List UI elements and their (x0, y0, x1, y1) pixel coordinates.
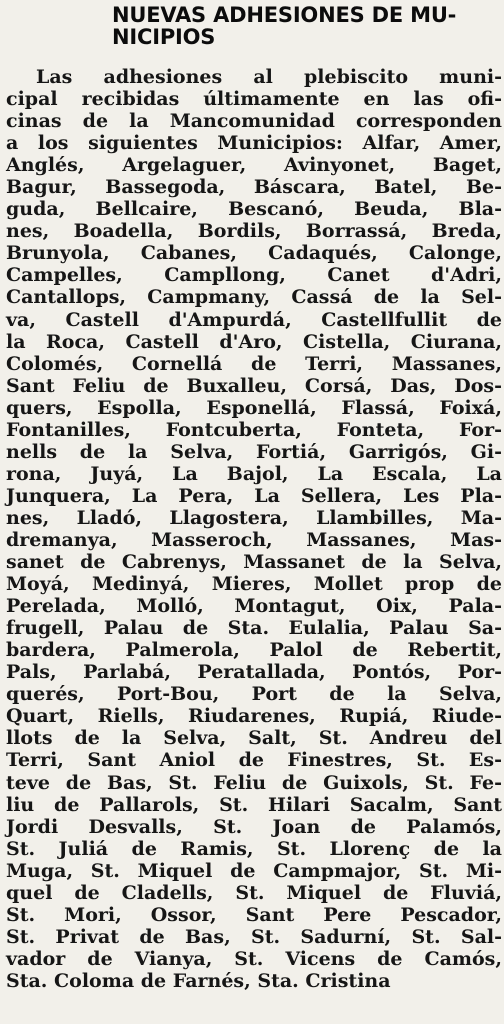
body-line: Brunyola, Cabanes, Cadaqués, Calonge, (6, 242, 502, 265)
body-line: St. Mori, Ossor, Sant Pere Pescador, (6, 903, 502, 926)
body-line: Anglés, Argelaguer, Avinyonet, Baget, (6, 154, 502, 177)
body-line: dremanya, Masseroch, Massanes, Mas- (6, 528, 502, 551)
body-line: liu de Pallarols, St. Hilari Sacalm, Sant (6, 793, 502, 816)
body-line: bardera, Palmerola, Palol de Rebertit, (6, 639, 502, 662)
body-line: Terri, Sant Aniol de Finestres, St. Es- (6, 749, 502, 772)
body-line: llots de la Selva, Salt, St. Andreu del (6, 727, 502, 750)
headline-line-1: NUEVAS ADHESIONES DE MU- (112, 3, 457, 27)
headline-line-2: NICIPIOS (112, 25, 216, 49)
body-line: la Roca, Castell d'Aro, Cistella, Ciurana, (6, 330, 502, 353)
body-line: Jordi Desvalls, St. Joan de Palamós, (6, 815, 502, 838)
body-line: nes, Lladó, Llagostera, Llambilles, Ma- (6, 506, 502, 529)
body-line: nells de la Selva, Fortiá, Garrigós, Gi- (6, 440, 502, 463)
body-line: Pals, Parlabá, Peratallada, Pontós, Por- (6, 661, 502, 684)
body-line: Sta. Coloma de Farnés, Sta. Cristina (6, 969, 391, 992)
headline (112, 4, 504, 48)
body-line: cinas de la Mancomunidad corresponden (6, 110, 502, 133)
body-line: St. Juliá de Ramis, St. Llorenç de la (6, 837, 502, 860)
body-line: Bagur, Bassegoda, Báscara, Batel, Be- (6, 176, 502, 199)
body-line: Junquera, La Pera, La Sellera, Les Pla- (6, 484, 502, 507)
body-line: Fontanilles, Fontcuberta, Fonteta, For- (6, 418, 502, 441)
body-line: quel de Cladells, St. Miquel de Fluviá, (6, 881, 502, 904)
body-line: Sant Feliu de Buxalleu, Corsá, Das, Dos- (6, 374, 502, 397)
body-line: Perelada, Molló, Montagut, Oix, Pala- (6, 595, 502, 618)
body-line: nes, Boadella, Bordils, Borrassá, Breda, (6, 220, 502, 243)
body-line: Muga, St. Miquel de Campmajor, St. Mi- (6, 859, 502, 882)
article-body (6, 66, 502, 992)
body-line: querés, Port-Bou, Port de la Selva, (6, 683, 502, 706)
body-line: sanet de Cabrenys, Massanet de la Selva, (6, 551, 502, 574)
body-line: vador de Vianya, St. Vicens de Camós, (6, 947, 502, 970)
body-line: a los siguientes Municipios: Alfar, Amer, (6, 132, 502, 155)
body-line: teve de Bas, St. Feliu de Guixols, St. Fe- (6, 771, 502, 794)
body-line: quers, Espolla, Esponellá, Flassá, Foixá, (6, 396, 502, 419)
body-line: cipal recibidas últimamente en las ofi- (6, 88, 502, 111)
body-line: Las adhesiones al plebiscito muni- (36, 66, 502, 88)
body-line: Moyá, Medinyá, Mieres, Mollet prop de (6, 573, 502, 596)
body-line: Colomés, Cornellá de Terri, Massanes, (6, 352, 502, 375)
body-line: Campelles, Campllong, Canet d'Adri, (6, 264, 502, 287)
body-line: St. Privat de Bas, St. Sadurní, St. Sal- (6, 925, 502, 948)
body-line: rona, Juyá, La Bajol, La Escala, La (6, 462, 502, 485)
body-line: frugell, Palau de Sta. Eulalia, Palau Sa- (6, 617, 502, 640)
body-line: Quart, Riells, Riudarenes, Rupiá, Riude- (6, 705, 502, 728)
body-line: Cantallops, Campmany, Cassá de la Sel- (6, 286, 502, 309)
body-line: guda, Bellcaire, Bescanó, Beuda, Bla- (6, 198, 502, 221)
body-line: va, Castell d'Ampurdá, Castellfullit de (6, 308, 502, 331)
